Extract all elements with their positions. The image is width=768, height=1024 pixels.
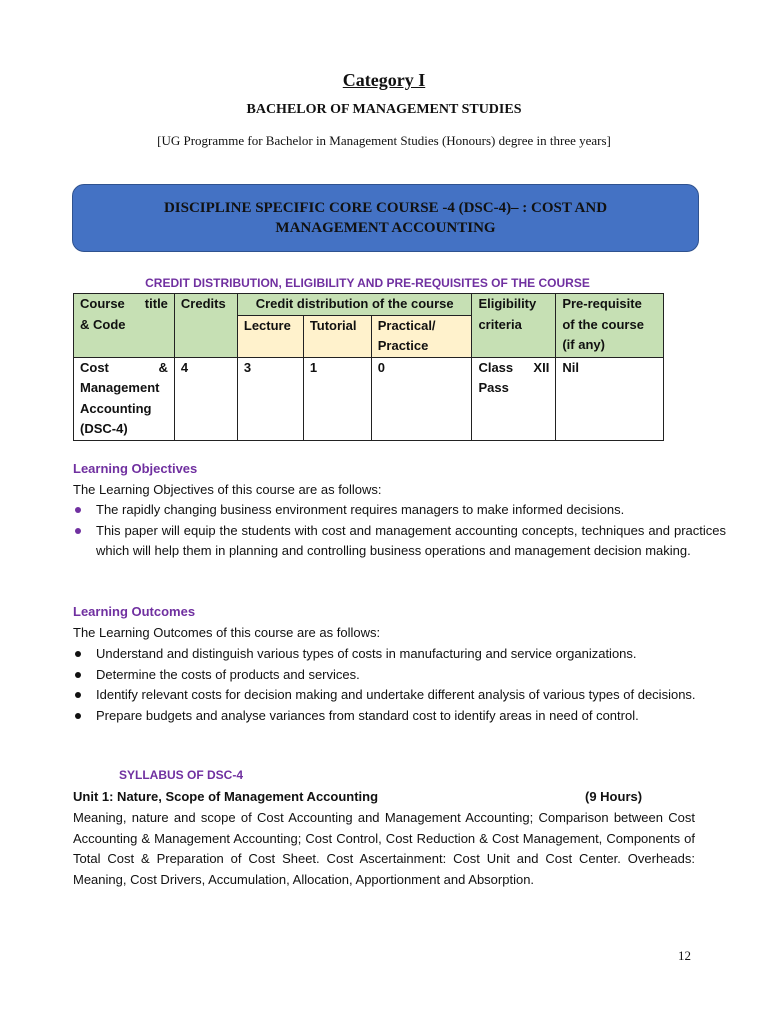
cell-course: Cost & Management Accounting (DSC-4) bbox=[74, 357, 175, 440]
objectives-intro: The Learning Objectives of this course are as follows: bbox=[73, 482, 382, 497]
list-item: Identify relevant costs for decision making and undertake different analysis of various types of decisions. bbox=[73, 685, 726, 706]
page-number: 12 bbox=[678, 948, 691, 963]
header-eligibility: Eligibility criteria bbox=[472, 294, 556, 358]
list-item: Prepare budgets and analyse variances from standard cost to identify areas in need of control. bbox=[73, 706, 726, 727]
unit-1-hours: (9 Hours) bbox=[585, 789, 643, 804]
cell-lecture: 3 bbox=[237, 357, 303, 440]
list-item: The rapidly changing business environment requires managers to make informed decisions. bbox=[73, 500, 726, 521]
cell-credits: 4 bbox=[174, 357, 237, 440]
outcomes-intro: The Learning Outcomes of this course are as follows: bbox=[73, 625, 381, 640]
programme-title: BACHELOR OF MANAGEMENT STUDIES bbox=[246, 102, 522, 117]
header-course-title: Course title & Code bbox=[74, 294, 175, 358]
unit-1-description: Meaning, nature and scope of Cost Accounting and Management Accounting; Comparison between Cost Accounting & Management Accounting; Cost Control, Cost Reduction & Cost Management, Components of Total Cost & Preparation of Cost Sheet. Cost Ascertainment: Cost Unit and Cost Center. Overheads: Meaning, Cost Drivers, Accumulation, Allocation, Apportionment and Absorption. bbox=[73, 810, 695, 887]
cell-practical: 0 bbox=[371, 357, 472, 440]
unit-1-title: Unit 1: Nature, Scope of Management Accounting bbox=[73, 789, 379, 804]
list-item: Determine the costs of products and services. bbox=[73, 665, 726, 686]
cell-tutorial: 1 bbox=[303, 357, 371, 440]
category-title: Category I bbox=[342, 70, 426, 90]
header-credits: Credits bbox=[174, 294, 237, 358]
credit-distribution-table bbox=[73, 293, 664, 441]
header-practical: Practical/ Practice bbox=[371, 315, 472, 357]
header-lecture: Lecture bbox=[237, 315, 303, 357]
learning-outcomes-heading: Learning Outcomes bbox=[73, 604, 196, 619]
list-item: Understand and distinguish various types of costs in manufacturing and service organizations. bbox=[73, 644, 726, 665]
syllabus-heading: SYLLABUS OF DSC-4 bbox=[119, 768, 244, 782]
credit-distribution-heading: CREDIT DISTRIBUTION, ELIGIBILITY AND PRE-REQUISITES OF THE COURSE bbox=[145, 276, 590, 290]
outcomes-list bbox=[73, 644, 726, 726]
objectives-list bbox=[73, 500, 726, 562]
header-prerequisite: Pre-requisite of the course (if any) bbox=[556, 294, 664, 358]
cell-prerequisite: Nil bbox=[556, 357, 664, 440]
banner-line-2: MANAGEMENT ACCOUNTING bbox=[275, 220, 496, 236]
header-credit-distribution: Credit distribution of the course bbox=[237, 294, 472, 316]
header-tutorial: Tutorial bbox=[303, 315, 371, 357]
cell-eligibility: Class XII Pass bbox=[472, 357, 556, 440]
list-item: This paper will equip the students with cost and management accounting concepts, techniques and practices which will help them in planning and controlling business operations and management decision making. bbox=[73, 521, 726, 562]
banner-line-1: DISCIPLINE SPECIFIC CORE COURSE -4 (DSC-4)– : COST AND bbox=[163, 200, 608, 216]
course-title-banner bbox=[72, 184, 699, 252]
learning-objectives-heading: Learning Objectives bbox=[73, 461, 198, 476]
unit-1-title-line bbox=[73, 789, 693, 804]
table-header-row-1 bbox=[74, 294, 664, 316]
table-row bbox=[74, 357, 664, 440]
ug-programme-line: [UG Programme for Bachelor in Management Studies (Honours) degree in three years] bbox=[157, 133, 611, 148]
